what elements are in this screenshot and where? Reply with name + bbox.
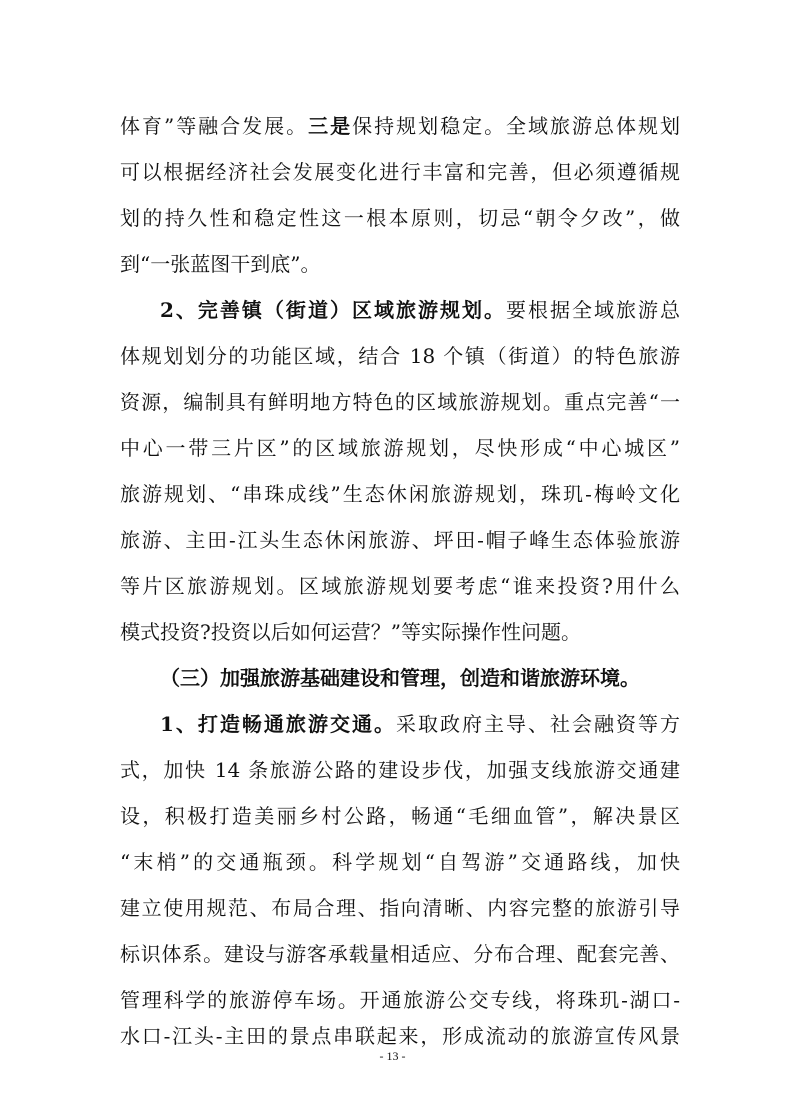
paragraph-line: 设，积极打造美丽乡村公路，畅通“毛细血管”，解决景区 xyxy=(120,804,680,828)
text-run: 保持规划稳定。全域旅游总体规划 xyxy=(352,114,680,138)
bold-text-run: 三是 xyxy=(308,114,353,138)
paragraph-line: 可以根据经济社会发展变化进行丰富和完善，但必须遵循规 xyxy=(120,160,680,184)
paragraph-line: 体规划划分的功能区域，结合 18 个镇（街道）的特色旅游 xyxy=(120,344,680,368)
text-run: 体育”等融合发展。 xyxy=(120,114,309,138)
text-run: 要根据全域旅游总 xyxy=(505,298,681,322)
paragraph-line xyxy=(120,106,680,146)
paragraph-line: 标识体系。建设与游客承载量相适应、分布合理、配套完善、 xyxy=(120,942,680,966)
paragraph-line: 旅游规划、“串珠成线”生态休闲旅游规划，珠玑-梅岭文化 xyxy=(120,482,680,506)
paragraph-line xyxy=(160,290,680,330)
paragraph-line: 中心一带三片区”的区域旅游规划，尽快形成“中心城区” xyxy=(120,436,680,460)
paragraph-line: 建立使用规范、布局合理、指向清晰、内容完整的旅游引导 xyxy=(120,896,680,920)
paragraph-line: 水口-江头-主田的景点串联起来，形成流动的旅游宣传风景 xyxy=(120,1024,680,1048)
paragraph-line: 管理科学的旅游停车场。开通旅游公交专线，将珠玑-湖口- xyxy=(120,988,680,1012)
text-run: 采取政府主导、社会融资等方 xyxy=(395,712,680,736)
paragraph-line: 划的持久性和稳定性这一根本原则，切忌“朝令夕改”，做 xyxy=(120,206,680,230)
paragraph-line: 资源，编制具有鲜明地方特色的区域旅游规划。重点完善“一 xyxy=(120,390,680,414)
paragraph-line: 式，加快 14 条旅游公路的建设步伐，加强支线旅游交通建 xyxy=(120,758,680,782)
paragraph-line: 旅游、主田-江头生态休闲旅游、坪田-帽子峰生态体验旅游 xyxy=(120,528,680,552)
paragraph-line: 到“一张蓝图干到底”。 xyxy=(120,252,321,276)
subheading-text: 1、打造畅通旅游交通。 xyxy=(160,712,396,736)
subheading-text: 2、完善镇（街道）区域旅游规划。 xyxy=(160,298,506,322)
section-heading: （三）加强旅游基础建设和管理，创造和谐旅游环境。 xyxy=(160,666,640,690)
paragraph-line: 等片区旅游规划。区域旅游规划要考虑“谁来投资?用什么 xyxy=(120,574,680,598)
paragraph-line: 模式投资?投资以后如何运营？”等实际操作性问题。 xyxy=(120,620,581,644)
page-number: - 13 - xyxy=(379,1049,406,1063)
paragraph-line xyxy=(160,704,680,744)
paragraph-line: “末梢”的交通瓶颈。科学规划“自驾游”交通路线，加快 xyxy=(120,850,680,874)
